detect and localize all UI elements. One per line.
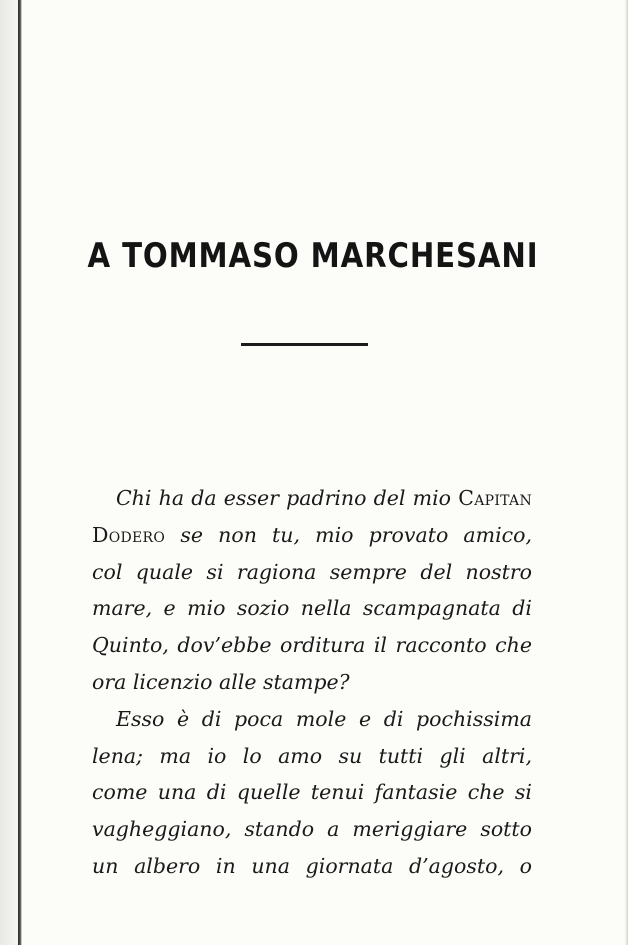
text-line: Chi ha da esser padrino del mio Capitan [116, 486, 532, 510]
text-line: un albero in una giornata d’agosto, o [92, 853, 532, 878]
text-line: vagheggiano, stando a meriggiare sotto [92, 817, 532, 842]
text-line: Esso è di poca mole e di pochissima [116, 706, 532, 731]
text-line: come una di quelle tenui fantasie che si [92, 780, 532, 805]
binding-shadow [0, 0, 18, 945]
dedication-title: A TOMMASO MARCHESANI [87, 236, 539, 276]
text-line: col quale si ragiona sempre del nostro [92, 559, 532, 584]
text-line: ora licenzio alle stampe? [92, 669, 350, 694]
title-rule [241, 343, 368, 346]
binding-edge [18, 0, 22, 945]
text-line: mare, e mio sozio nella scampagnata di [92, 596, 532, 621]
text-line: Quinto, dov’ebbe orditura il racconto che [92, 633, 532, 658]
text-line: Dodero se non tu, mio provato amico, [92, 522, 532, 547]
book-title-part: Capitan [458, 486, 532, 510]
book-title-part: Dodero [92, 522, 166, 547]
text-line: lena; ma io lo amo su tutti gli altri, [92, 743, 532, 768]
dedication-text [92, 480, 532, 885]
